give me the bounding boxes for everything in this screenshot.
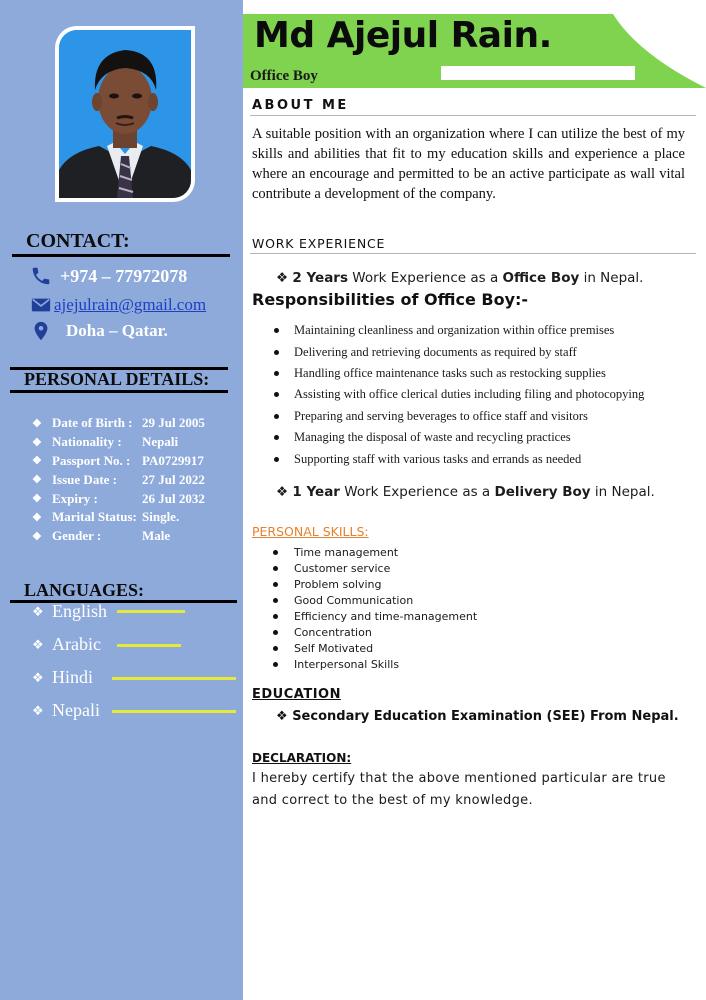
- list-item: Concentration: [273, 624, 477, 640]
- language-nepali: ❖ Nepali: [32, 700, 100, 720]
- role-highlight-box: [441, 66, 635, 80]
- bullet-dot-icon: [273, 550, 278, 555]
- diamond-bullet-icon: ❖: [32, 436, 42, 449]
- about-text: A suitable position with an organization where I can utilize the best of my skills and abilities that fit to my education skills and experience a place where an encourage and permitted to be an active participate as wall vital contribute a development of the company.: [252, 126, 685, 202]
- declaration-heading: DECLARATION:: [252, 751, 352, 765]
- detail-row: ❖ Gender : Male: [32, 528, 171, 544]
- about-divider: [250, 115, 696, 116]
- list-item: Time management: [273, 544, 477, 560]
- diamond-bullet-icon: ❖: [276, 270, 293, 286]
- bullet-dot-icon: [273, 630, 278, 635]
- detail-row: ❖ Marital Status: Single.: [32, 509, 180, 525]
- responsibilities-heading: Responsibilities of Office Boy:-: [252, 290, 529, 309]
- list-item: Interpersonal Skills: [273, 656, 477, 672]
- language-arabic: ❖ Arabic: [32, 634, 101, 654]
- education-entry: ❖ Secondary Education Examination (SEE) From Nepal.: [276, 709, 679, 724]
- list-item: Assisting with office clerical duties including filing and photocopying: [274, 384, 694, 405]
- about-heading: ABOUT ME: [252, 98, 349, 113]
- language-level-bar: [112, 710, 236, 713]
- detail-row: ❖ Passport No. : PA0729917: [32, 452, 204, 468]
- location-text: Doha – Qatar.: [66, 321, 168, 340]
- phone-icon: [30, 265, 52, 287]
- detail-row: ❖ Issue Date : 27 Jul 2022: [32, 471, 205, 487]
- location-pin-icon: [30, 320, 52, 342]
- work-experience-heading: WORK EXPERIENCE: [252, 236, 386, 251]
- language-english: ❖ English: [32, 601, 108, 621]
- work-divider: [250, 253, 696, 254]
- contact-location: [30, 320, 168, 342]
- list-item: Supporting staff with various tasks and errands as needed: [274, 448, 694, 469]
- language-level-bar: [117, 644, 181, 647]
- personal-details-heading: PERSONAL DETAILS:: [24, 369, 210, 389]
- diamond-bullet-icon: ❖: [32, 417, 42, 430]
- experience-office-boy: ❖ 2 Years Work Experience as a Office Boy in Nepal.: [276, 270, 644, 286]
- bullet-dot-icon: [274, 328, 279, 333]
- email-link[interactable]: ajejulrain@gmail.com: [54, 295, 207, 314]
- personal-skills-heading: PERSONAL SKILLS:: [252, 524, 369, 539]
- contact-phone: [30, 265, 187, 287]
- language-hindi: ❖ Hindi: [32, 667, 94, 687]
- detail-row: ❖ Date of Birth : 29 Jul 2005: [32, 415, 205, 431]
- list-item: Efficiency and time-management: [273, 608, 477, 624]
- diamond-bullet-icon: ❖: [32, 669, 44, 685]
- diamond-bullet-icon: ❖: [32, 702, 44, 718]
- languages-heading: LANGUAGES:: [24, 580, 145, 600]
- candidate-name: Md Ajejul Rain.: [254, 15, 552, 56]
- bullet-dot-icon: [273, 566, 278, 571]
- profile-photo-frame: [55, 26, 195, 202]
- list-item: Maintaining cleanliness and organization within office premises: [274, 320, 694, 341]
- list-item: Delivering and retrieving documents as required by staff: [274, 341, 694, 362]
- phone-number: +974 – 77972078: [60, 265, 188, 286]
- list-item: Preparing and serving beverages to office staff and visitors: [274, 406, 694, 427]
- bullet-dot-icon: [274, 435, 279, 440]
- bullet-dot-icon: [274, 371, 279, 376]
- diamond-bullet-icon: ❖: [32, 511, 42, 524]
- skills-list: [273, 544, 477, 672]
- personal-details-bottom-divider: [10, 390, 228, 393]
- diamond-bullet-icon: ❖: [32, 636, 44, 652]
- declaration-text: I hereby certify that the above mentioned particular are true and correct to the best of my knowledge.: [252, 771, 666, 808]
- list-item: Problem solving: [273, 576, 477, 592]
- list-item: Handling office maintenance tasks such as restocking supplies: [274, 363, 694, 384]
- email-icon: [30, 294, 52, 316]
- education-heading: EDUCATION: [252, 687, 341, 702]
- bullet-dot-icon: [273, 662, 278, 667]
- bullet-dot-icon: [274, 392, 279, 397]
- bullet-dot-icon: [274, 350, 279, 355]
- responsibilities-list: [274, 320, 694, 470]
- bullet-dot-icon: [274, 414, 279, 419]
- bullet-dot-icon: [273, 582, 278, 587]
- list-item: Self Motivated: [273, 640, 477, 656]
- diamond-bullet-icon: ❖: [32, 530, 42, 543]
- contact-divider: [12, 254, 230, 257]
- diamond-bullet-icon: ❖: [276, 484, 293, 500]
- bullet-dot-icon: [273, 646, 278, 651]
- diamond-bullet-icon: ❖: [32, 493, 42, 506]
- language-level-bar: [117, 610, 185, 613]
- list-item: Managing the disposal of waste and recycling practices: [274, 427, 694, 448]
- detail-row: ❖ Expiry : 26 Jul 2032: [32, 490, 205, 506]
- list-item: Good Communication: [273, 592, 477, 608]
- diamond-bullet-icon: ❖: [32, 603, 44, 619]
- bullet-dot-icon: [273, 614, 278, 619]
- bullet-dot-icon: [273, 598, 278, 603]
- candidate-role: Office Boy: [250, 68, 318, 84]
- profile-photo: [59, 30, 191, 198]
- personal-details-list: [32, 414, 237, 546]
- diamond-bullet-icon: ❖: [276, 709, 293, 724]
- contact-email[interactable]: [30, 294, 206, 316]
- detail-row: ❖ Nationality : Nepali: [32, 434, 179, 450]
- list-item: Customer service: [273, 560, 477, 576]
- contact-heading: CONTACT:: [26, 230, 130, 252]
- diamond-bullet-icon: ❖: [32, 474, 42, 487]
- bullet-dot-icon: [274, 457, 279, 462]
- diamond-bullet-icon: ❖: [32, 455, 42, 468]
- experience-delivery-boy: ❖ 1 Year Work Experience as a Delivery Boy in Nepal.: [276, 484, 655, 500]
- language-level-bar: [112, 677, 236, 680]
